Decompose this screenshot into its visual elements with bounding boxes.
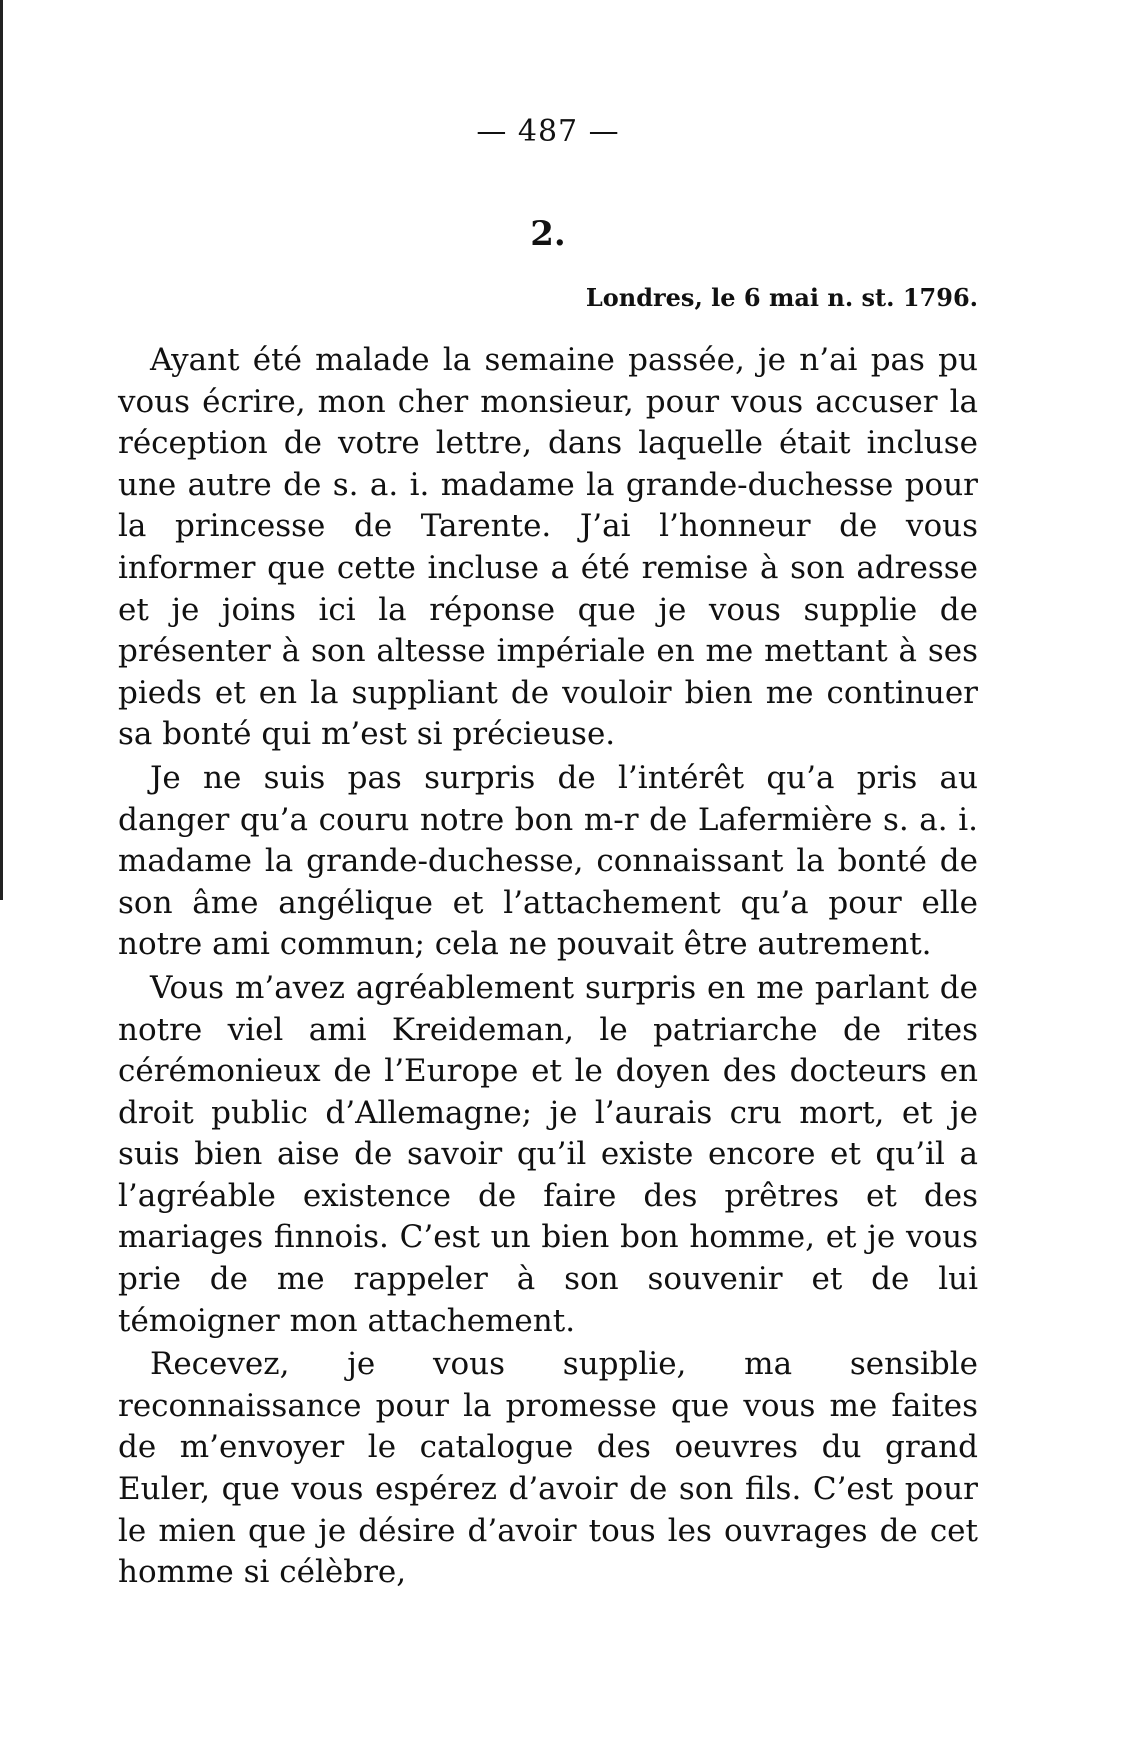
scan-edge-line — [0, 0, 3, 900]
page-number: — 487 — — [476, 114, 620, 149]
letter-dateline: Londres, le 6 mai n. st. 1796. — [585, 283, 978, 312]
letter-number: 2. — [530, 214, 566, 254]
paragraph-4: Recevez, je vous supplie, ma sensible reconnaissance pour la promesse que vous me faites de m’envoyer le catalogue des oeuvres du grand Euler, que vous espérez d’avoir de son fils. C’est pour le mien que je désire d’avoir tous les ouvrages de cet homme si célèbre, — [118, 1346, 978, 1591]
paragraph-1: Ayant été malade la semaine passée, je n’ai pas pu vous écrire, mon cher monsieur, pour vous accuser la réception de votre lettre, dans laquelle était incluse une autre de s. a. i. madame la grande-duchesse pour la princesse de Tarente. J’ai l’honneur de vous informer que cette incluse a été remise à son adresse et je joins ici la réponse que je vous supplie de présenter à son altesse impériale en me mettant à ses pieds et en la suppliant de vouloir bien me continuer sa bonté qui m’est si précieuse. — [118, 342, 978, 753]
paragraph-3: Vous m’avez agréablement surpris en me parlant de notre viel ami Kreideman, le patriarche de rites cérémonieux de l’Europe et le doyen des docteurs en droit public d’Allemagne; je l’aurais cru mort, et je suis bien aise de savoir qu’il existe encore et qu’il a l’agréable existence de faire des prêtres et des mariages finnois. C’est un bien bon homme, et je vous prie de me rappeler à son souvenir et de lui témoigner mon attachement. — [118, 969, 978, 1339]
book-page — [118, 112, 978, 1594]
paragraph-2: Je ne suis pas surpris de l’intérêt qu’a pris au danger qu’a couru notre bon m-r de Lafermière s. a. i. madame la grande-duchesse, connaissant la bonté de son âme angélique et l’attachement qu’a pour elle notre ami commun; cela ne pouvait être autrement. — [118, 759, 978, 963]
